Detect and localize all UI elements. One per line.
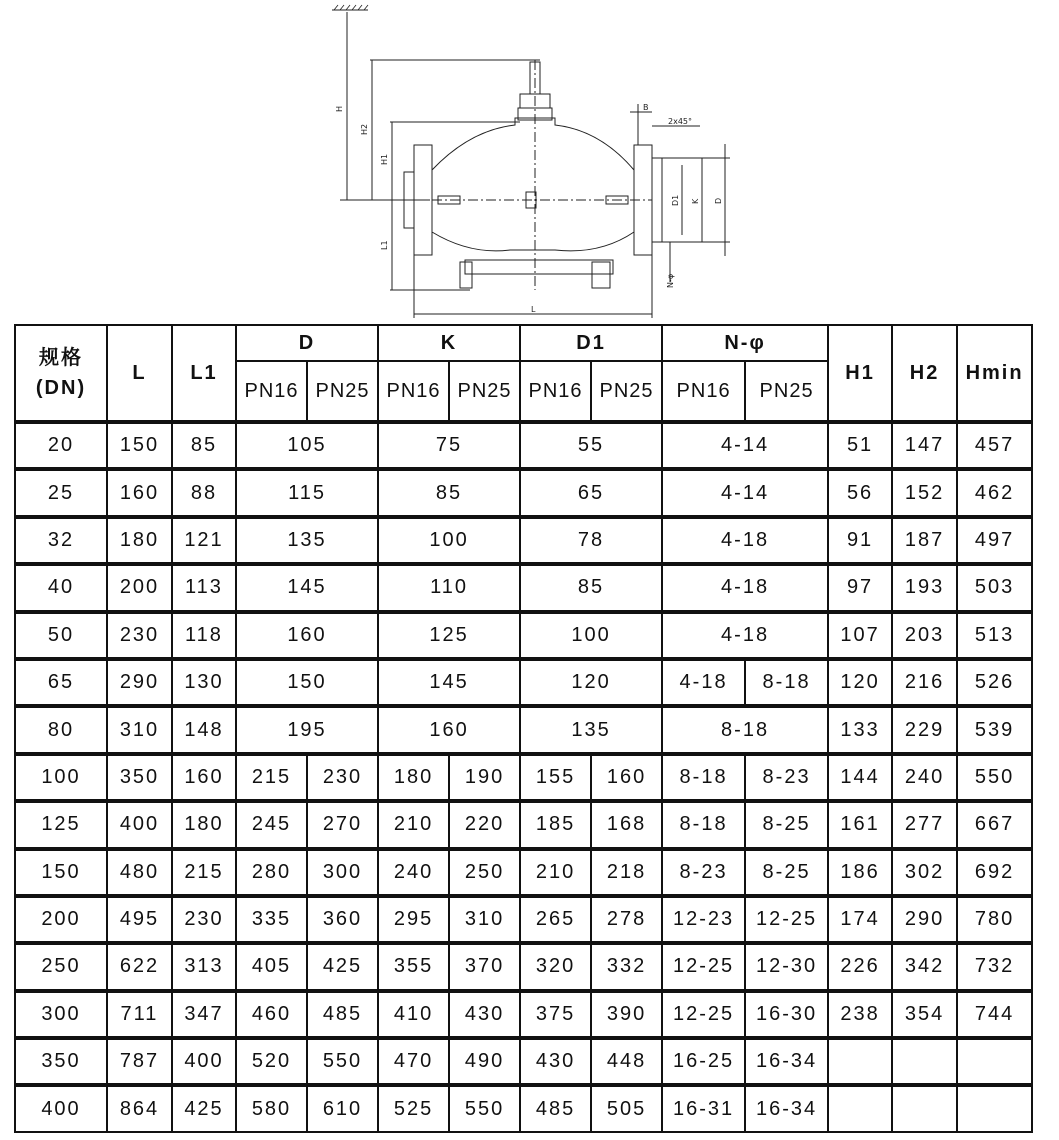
cell-dn: 80 <box>15 706 107 753</box>
header-Hmin: Hmin <box>957 325 1032 422</box>
table-row <box>15 896 1032 943</box>
cell-H2: 203 <box>892 612 957 659</box>
cell-D1-pn16: 185 <box>520 801 591 848</box>
cell-K: 85 <box>378 469 520 516</box>
cell-K-pn16: 355 <box>378 943 449 990</box>
cell-L1: 180 <box>172 801 236 848</box>
header-H2: H2 <box>892 325 957 422</box>
cell-H2: 290 <box>892 896 957 943</box>
cell-K: 160 <box>378 706 520 753</box>
cell-N-phi: 4-18 <box>662 517 828 564</box>
cell-L1: 121 <box>172 517 236 564</box>
cell-D1-pn16: 265 <box>520 896 591 943</box>
cell-H1 <box>828 1085 892 1131</box>
label-chamfer: 2x45° <box>668 117 693 126</box>
cell-H2: 277 <box>892 801 957 848</box>
cell-Hmin <box>957 1038 1032 1085</box>
cell-K: 75 <box>378 422 520 469</box>
cell-N-pn16: 8-18 <box>662 801 745 848</box>
cell-D-pn16: 580 <box>236 1085 307 1131</box>
cell-Hmin: 462 <box>957 469 1032 516</box>
cell-Hmin: 744 <box>957 991 1032 1038</box>
cell-L: 495 <box>107 896 172 943</box>
cell-H1: 91 <box>828 517 892 564</box>
valve-spec-table <box>14 324 1033 1133</box>
cell-D1-pn25: 505 <box>591 1085 662 1131</box>
cell-H2: 302 <box>892 849 957 896</box>
header-N-pn25: PN25 <box>745 361 828 422</box>
cell-D-pn16: 460 <box>236 991 307 1038</box>
table-row <box>15 1085 1032 1131</box>
cell-D-pn25: 270 <box>307 801 378 848</box>
label-D: D <box>714 197 723 204</box>
cell-L1: 113 <box>172 564 236 611</box>
cell-D-pn25: 610 <box>307 1085 378 1131</box>
cell-H2: 240 <box>892 754 957 801</box>
table-row <box>15 943 1032 990</box>
cell-D1-pn16: 485 <box>520 1085 591 1131</box>
cell-H2: 354 <box>892 991 957 1038</box>
cell-L: 200 <box>107 564 172 611</box>
cell-Hmin: 732 <box>957 943 1032 990</box>
cell-N-pn25: 12-30 <box>745 943 828 990</box>
header-N-phi: N-φ <box>662 325 828 361</box>
cell-L: 180 <box>107 517 172 564</box>
label-K: K <box>691 198 700 204</box>
cell-N-pn25: 8-23 <box>745 754 828 801</box>
right-flange-face <box>652 158 662 242</box>
cell-K-pn25: 250 <box>449 849 520 896</box>
cell-L1: 148 <box>172 706 236 753</box>
cell-K-pn25: 550 <box>449 1085 520 1131</box>
cell-K: 125 <box>378 612 520 659</box>
table-row <box>15 991 1032 1038</box>
cell-D-pn25: 485 <box>307 991 378 1038</box>
cell-K-pn25: 370 <box>449 943 520 990</box>
cell-N-phi: 4-18 <box>662 612 828 659</box>
cell-K-pn16: 240 <box>378 849 449 896</box>
cell-D1-pn25: 168 <box>591 801 662 848</box>
cell-K-pn25: 190 <box>449 754 520 801</box>
cell-L1: 425 <box>172 1085 236 1131</box>
table-row <box>15 706 1032 753</box>
base-bracket <box>465 260 613 274</box>
cell-H1: 186 <box>828 849 892 896</box>
cell-Hmin: 780 <box>957 896 1032 943</box>
cell-D: 195 <box>236 706 378 753</box>
cell-H1: 238 <box>828 991 892 1038</box>
cell-D1-pn16: 320 <box>520 943 591 990</box>
cell-D: 150 <box>236 659 378 706</box>
cell-D1-pn16: 375 <box>520 991 591 1038</box>
cell-D1-pn25: 278 <box>591 896 662 943</box>
cell-dn: 20 <box>15 422 107 469</box>
cell-L: 350 <box>107 754 172 801</box>
cell-dn: 250 <box>15 943 107 990</box>
cell-D-pn16: 520 <box>236 1038 307 1085</box>
cell-L: 230 <box>107 612 172 659</box>
cell-dn: 150 <box>15 849 107 896</box>
cell-H1: 97 <box>828 564 892 611</box>
cell-H2: 147 <box>892 422 957 469</box>
cell-L1: 118 <box>172 612 236 659</box>
cell-K: 145 <box>378 659 520 706</box>
cell-L: 622 <box>107 943 172 990</box>
header-N-pn16: PN16 <box>662 361 745 422</box>
header-D-pn25: PN25 <box>307 361 378 422</box>
cell-dn: 400 <box>15 1085 107 1131</box>
cell-N-pn25: 16-30 <box>745 991 828 1038</box>
label-L: L <box>531 305 536 314</box>
cell-D1-pn25: 218 <box>591 849 662 896</box>
cell-K-pn25: 490 <box>449 1038 520 1085</box>
cell-K-pn16: 410 <box>378 991 449 1038</box>
cell-N-pn25: 12-25 <box>745 896 828 943</box>
table-row <box>15 612 1032 659</box>
cell-dn: 350 <box>15 1038 107 1085</box>
cell-N-pn25: 16-34 <box>745 1085 828 1131</box>
cell-K-pn16: 180 <box>378 754 449 801</box>
label-H1: H1 <box>380 153 389 165</box>
cell-D1-pn16: 210 <box>520 849 591 896</box>
table-row <box>15 422 1032 469</box>
cell-D1-pn25: 448 <box>591 1038 662 1085</box>
cell-D1: 120 <box>520 659 662 706</box>
header-D1-pn25: PN25 <box>591 361 662 422</box>
cell-H1: 144 <box>828 754 892 801</box>
cell-K-pn25: 430 <box>449 991 520 1038</box>
table-row <box>15 469 1032 516</box>
cell-L: 150 <box>107 422 172 469</box>
cell-K-pn16: 210 <box>378 801 449 848</box>
label-D1: D1 <box>671 194 680 206</box>
cell-D-pn25: 425 <box>307 943 378 990</box>
cell-K-pn16: 470 <box>378 1038 449 1085</box>
cell-N-pn16: 16-25 <box>662 1038 745 1085</box>
cell-L1: 313 <box>172 943 236 990</box>
cell-D: 135 <box>236 517 378 564</box>
cell-L: 160 <box>107 469 172 516</box>
cell-L: 310 <box>107 706 172 753</box>
header-H1: H1 <box>828 325 892 422</box>
cell-H2: 229 <box>892 706 957 753</box>
cell-D-pn16: 335 <box>236 896 307 943</box>
cell-L1: 230 <box>172 896 236 943</box>
cell-K-pn25: 220 <box>449 801 520 848</box>
cell-D1: 100 <box>520 612 662 659</box>
cell-L1: 130 <box>172 659 236 706</box>
cell-N-pn25: 16-34 <box>745 1038 828 1085</box>
header-D: D <box>236 325 378 361</box>
cell-D-pn25: 550 <box>307 1038 378 1085</box>
cell-H2 <box>892 1085 957 1131</box>
cell-L1: 215 <box>172 849 236 896</box>
cell-L: 480 <box>107 849 172 896</box>
cell-Hmin <box>957 1085 1032 1131</box>
cell-L: 400 <box>107 801 172 848</box>
cell-D: 145 <box>236 564 378 611</box>
cell-H2: 216 <box>892 659 957 706</box>
header-dn-line1: 规格 <box>39 347 83 369</box>
cell-Hmin: 667 <box>957 801 1032 848</box>
cell-Hmin: 550 <box>957 754 1032 801</box>
cell-N-pn16: 12-25 <box>662 943 745 990</box>
cell-D1-pn16: 155 <box>520 754 591 801</box>
cell-L: 711 <box>107 991 172 1038</box>
cell-H1: 107 <box>828 612 892 659</box>
cell-H2 <box>892 1038 957 1085</box>
cell-Hmin: 692 <box>957 849 1032 896</box>
cell-D1: 135 <box>520 706 662 753</box>
cell-dn: 200 <box>15 896 107 943</box>
cell-D: 160 <box>236 612 378 659</box>
cell-N-pn16: 8-23 <box>662 849 745 896</box>
cell-H2: 187 <box>892 517 957 564</box>
cell-D-pn16: 280 <box>236 849 307 896</box>
base-foot-left <box>460 262 472 288</box>
cell-L: 864 <box>107 1085 172 1131</box>
cell-D1-pn25: 390 <box>591 991 662 1038</box>
cell-L1: 347 <box>172 991 236 1038</box>
cell-Hmin: 497 <box>957 517 1032 564</box>
cell-N-pn16: 4-18 <box>662 659 745 706</box>
cell-D-pn25: 230 <box>307 754 378 801</box>
header-dn-line2: (DN) <box>35 377 87 399</box>
valve-dimension-drawing <box>320 0 740 322</box>
cell-H1: 56 <box>828 469 892 516</box>
cell-D-pn16: 405 <box>236 943 307 990</box>
cell-N-pn25: 8-18 <box>745 659 828 706</box>
cell-L: 787 <box>107 1038 172 1085</box>
cell-D-pn25: 360 <box>307 896 378 943</box>
cell-D1: 85 <box>520 564 662 611</box>
table-row <box>15 517 1032 564</box>
cell-dn: 300 <box>15 991 107 1038</box>
cell-H1: 161 <box>828 801 892 848</box>
cell-dn: 32 <box>15 517 107 564</box>
cell-K: 110 <box>378 564 520 611</box>
table-row <box>15 801 1032 848</box>
table-row <box>15 849 1032 896</box>
cell-D-pn25: 300 <box>307 849 378 896</box>
cell-D: 105 <box>236 422 378 469</box>
cell-N-phi: 4-14 <box>662 422 828 469</box>
cell-D1: 55 <box>520 422 662 469</box>
cell-dn: 125 <box>15 801 107 848</box>
table-row <box>15 659 1032 706</box>
header-K-pn16: PN16 <box>378 361 449 422</box>
cell-L1: 85 <box>172 422 236 469</box>
cell-Hmin: 513 <box>957 612 1032 659</box>
cell-L1: 400 <box>172 1038 236 1085</box>
ceiling-hatch <box>334 5 368 10</box>
cell-Hmin: 503 <box>957 564 1032 611</box>
header-K: K <box>378 325 520 361</box>
cell-H2: 193 <box>892 564 957 611</box>
cell-N-pn16: 12-25 <box>662 991 745 1038</box>
cell-L1: 88 <box>172 469 236 516</box>
cell-H1: 51 <box>828 422 892 469</box>
cell-dn: 50 <box>15 612 107 659</box>
cell-D1: 65 <box>520 469 662 516</box>
cell-H1: 174 <box>828 896 892 943</box>
valve-body <box>432 118 634 251</box>
cell-K-pn16: 295 <box>378 896 449 943</box>
header-dn <box>15 325 107 422</box>
cell-D1-pn16: 430 <box>520 1038 591 1085</box>
cell-K-pn16: 525 <box>378 1085 449 1131</box>
header-D1-pn16: PN16 <box>520 361 591 422</box>
header-L: L <box>107 325 172 422</box>
label-H2: H2 <box>360 123 369 135</box>
cell-dn: 100 <box>15 754 107 801</box>
header-K-pn25: PN25 <box>449 361 520 422</box>
label-B: B <box>643 103 649 112</box>
cell-H1: 120 <box>828 659 892 706</box>
cell-N-pn16: 8-18 <box>662 754 745 801</box>
cell-K: 100 <box>378 517 520 564</box>
cell-N-pn25: 8-25 <box>745 801 828 848</box>
cell-dn: 40 <box>15 564 107 611</box>
cell-D1-pn25: 332 <box>591 943 662 990</box>
label-L1: L1 <box>380 240 389 250</box>
cell-D-pn16: 215 <box>236 754 307 801</box>
cell-H2: 342 <box>892 943 957 990</box>
cell-H1: 133 <box>828 706 892 753</box>
cell-Hmin: 539 <box>957 706 1032 753</box>
table-row <box>15 754 1032 801</box>
cell-dn: 65 <box>15 659 107 706</box>
cell-D: 115 <box>236 469 378 516</box>
cell-H1: 226 <box>828 943 892 990</box>
cell-N-pn25: 8-25 <box>745 849 828 896</box>
cell-D-pn16: 245 <box>236 801 307 848</box>
cell-N-pn16: 16-31 <box>662 1085 745 1131</box>
table-row <box>15 564 1032 611</box>
cell-D1-pn25: 160 <box>591 754 662 801</box>
cell-N-phi: 8-18 <box>662 706 828 753</box>
header-D1: D1 <box>520 325 662 361</box>
cell-dn: 25 <box>15 469 107 516</box>
base-foot-right <box>592 262 610 288</box>
cell-K-pn25: 310 <box>449 896 520 943</box>
cell-N-phi: 4-18 <box>662 564 828 611</box>
label-H: H <box>335 105 344 112</box>
cell-H2: 152 <box>892 469 957 516</box>
cell-L: 290 <box>107 659 172 706</box>
table-row <box>15 1038 1032 1085</box>
label-N-phi: N-φ <box>666 273 675 288</box>
header-L1: L1 <box>172 325 236 422</box>
header-D-pn16: PN16 <box>236 361 307 422</box>
cell-H1 <box>828 1038 892 1085</box>
cell-N-phi: 4-14 <box>662 469 828 516</box>
cell-Hmin: 457 <box>957 422 1032 469</box>
cell-D1: 78 <box>520 517 662 564</box>
cell-L1: 160 <box>172 754 236 801</box>
cell-Hmin: 526 <box>957 659 1032 706</box>
cell-N-pn16: 12-23 <box>662 896 745 943</box>
